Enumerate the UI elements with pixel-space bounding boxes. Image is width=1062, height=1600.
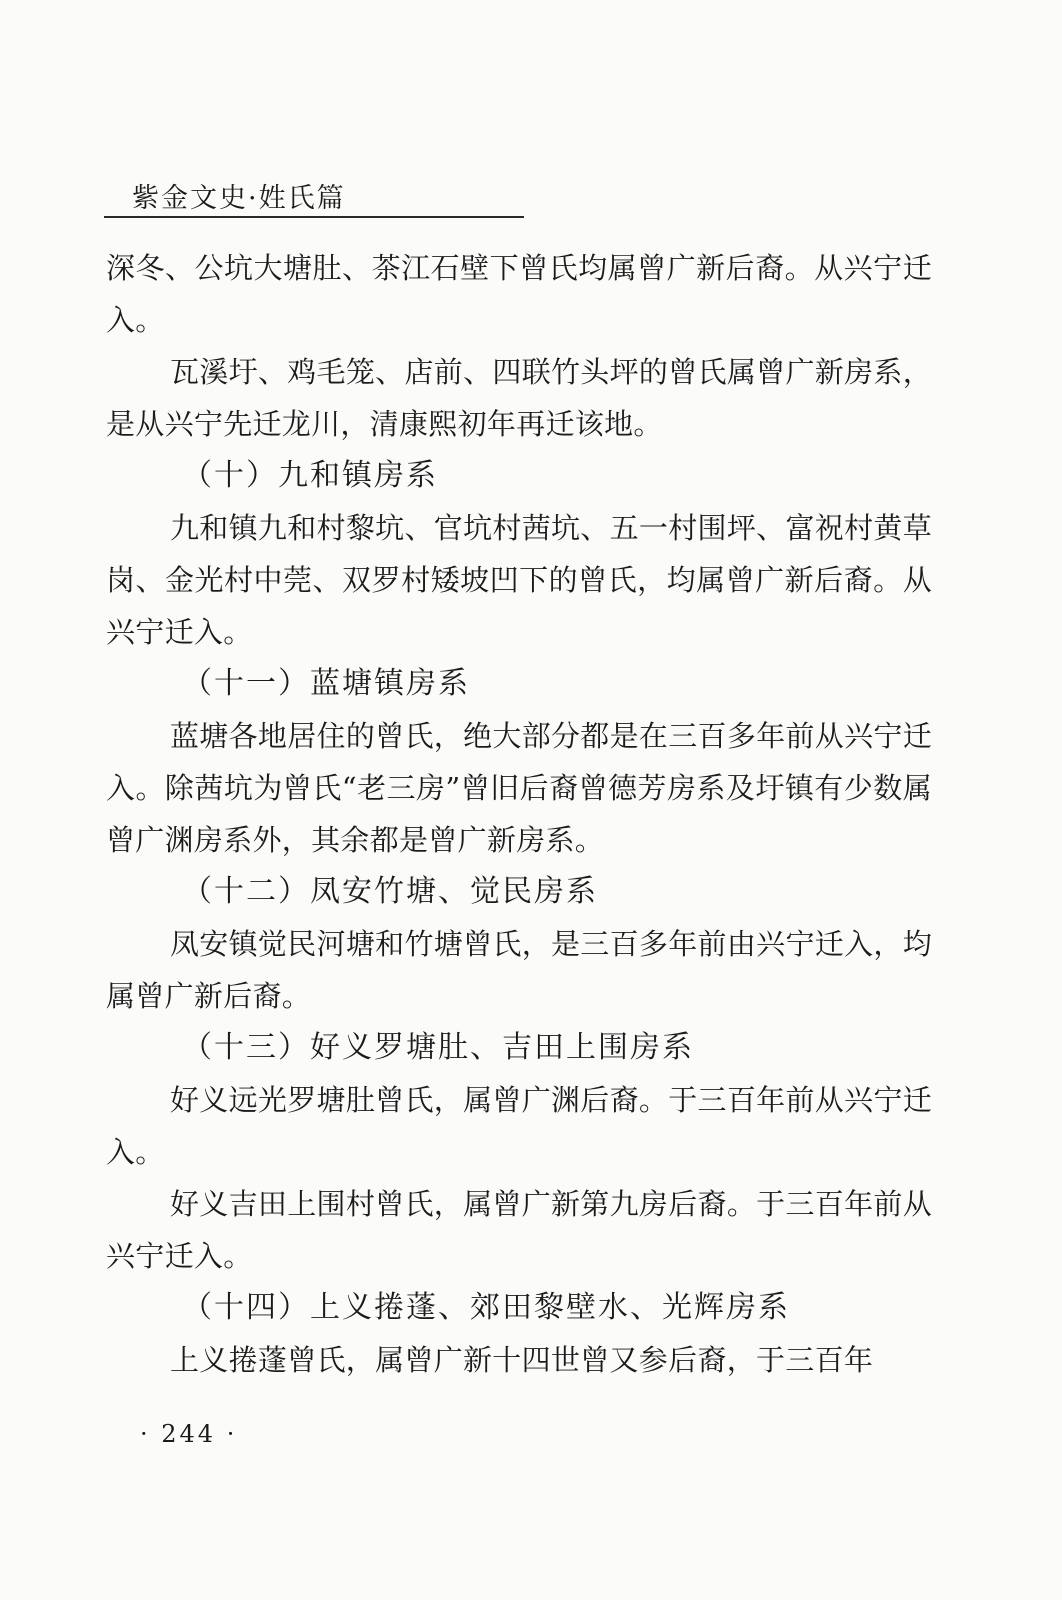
paragraph-continued: 深冬、公坑大塘肚、茶江石壁下曾氏均属曾广新后裔。从兴宁迁入。 (106, 251, 932, 337)
running-head: 紫金文史·姓氏篇 (132, 183, 346, 214)
paragraph: 好义吉田上围村曾氏，属曾广新第九房后裔。于三百年前从兴宁迁入。 (106, 1187, 932, 1273)
paragraph: 凤安镇觉民河塘和竹塘曾氏，是三百多年前由兴宁迁入，均属曾广新后裔。 (106, 927, 932, 1013)
section-heading-14: （十四）上义捲蓬、郊田黎壁水、光辉房系 (182, 1290, 790, 1325)
section-heading-12: （十二）凤安竹塘、觉民房系 (182, 874, 598, 909)
section-heading-10: （十）九和镇房系 (182, 458, 438, 493)
body-text (106, 242, 932, 1386)
section-heading-11: （十一）蓝塘镇房系 (182, 666, 470, 701)
paragraph: 好义远光罗塘肚曾氏，属曾广渊后裔。于三百年前从兴宁迁入。 (106, 1083, 932, 1169)
paragraph: 蓝塘各地居住的曾氏，绝大部分都是在三百多年前从兴宁迁入。除茜坑为曾氏“老三房”曾旧后裔曾德芳房系及圩镇有少数属曾广渊房系外，其余都是曾广新房系。 (106, 719, 932, 857)
section-heading-13: （十三）好义罗塘肚、吉田上围房系 (182, 1030, 694, 1065)
paragraph: 九和镇九和村黎坑、官坑村茜坑、五一村围坪、富祝村黄草岗、金光村中莞、双罗村矮坡凹下的曾氏，均属曾广新后裔。从兴宁迁入。 (106, 511, 932, 649)
paragraph: 上义捲蓬曾氏，属曾广新十四世曾又参后裔，于三百年 (170, 1343, 874, 1377)
paragraph: 瓦溪圩、鸡毛笼、店前、四联竹头坪的曾氏属曾广新房系，是从兴宁先迁龙川，清康熙初年再迁该地。 (106, 355, 932, 441)
page-number: · 244 · (140, 1420, 238, 1448)
header-rule (104, 216, 524, 218)
